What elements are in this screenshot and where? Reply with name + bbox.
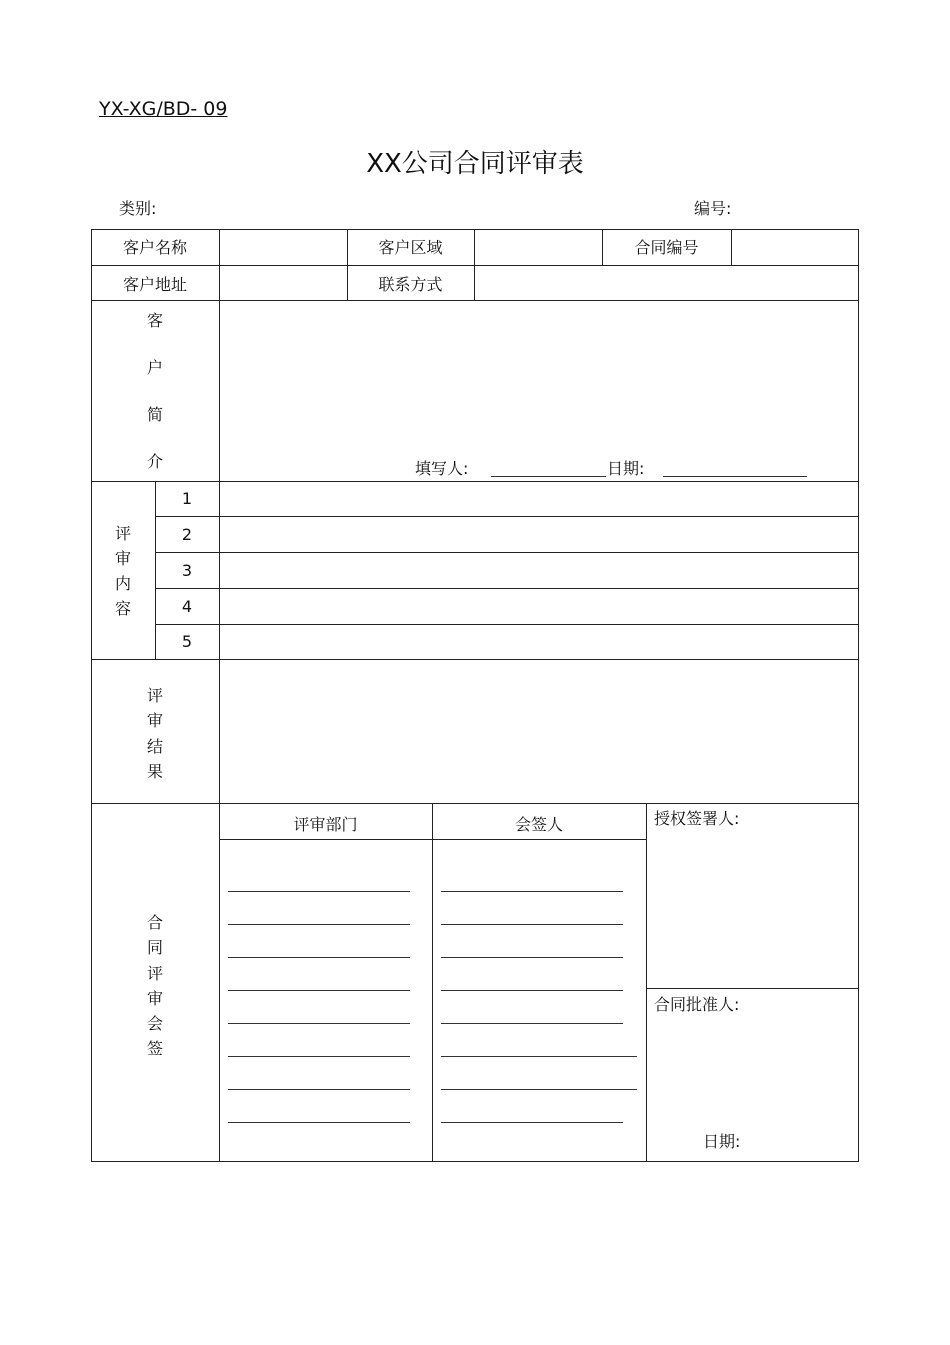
department-signature-line[interactable] [228,1089,410,1090]
authorized-signer-label: 授权签署人: [654,809,740,828]
intro-label-char: 户 [146,358,163,377]
department-signature-line[interactable] [228,1056,410,1057]
review-item-number: 3 [181,561,193,580]
filler-signature-line[interactable] [491,476,606,477]
customer-address-label: 客户地址 [122,275,187,294]
review-item-number: 1 [181,489,193,508]
contact-label: 联系方式 [378,275,443,294]
form-code: YX-XG/BD- 09 [99,98,228,120]
signoff-label-char: 审 [146,989,163,1008]
intro-label-char: 介 [146,452,163,471]
number-label: 编号: [694,199,732,218]
page-title: XX公司合同评审表 [366,149,584,179]
review-label-char: 审 [114,549,131,568]
grid-line [858,229,859,1162]
filler-label: 填写人: [415,459,469,478]
intro-label-char: 简 [146,405,163,424]
department-signature-line[interactable] [228,1122,410,1123]
co-signer-signature-line[interactable] [441,924,623,925]
review-item-number: 2 [181,525,193,544]
customer-region-label: 客户区域 [378,238,443,257]
co-signer-signature-line[interactable] [441,1056,637,1057]
co-signer-signature-line[interactable] [441,957,623,958]
grid-line [155,516,859,517]
review-department-header: 评审部门 [293,815,358,834]
co-signer-signature-line[interactable] [441,1122,623,1123]
contract-approver-label: 合同批准人: [654,995,740,1014]
result-label-char: 审 [146,711,163,730]
department-signature-line[interactable] [228,891,410,892]
signoff-date-label: 日期: [703,1132,741,1151]
grid-line [91,265,859,266]
result-label-char: 果 [146,762,163,781]
grid-line [91,481,859,482]
grid-line [155,624,859,625]
grid-line [91,300,859,301]
result-label-char: 结 [146,737,163,756]
grid-line [155,552,859,553]
grid-line [91,1161,859,1162]
grid-line [731,229,732,266]
signoff-label-char: 会 [146,1014,163,1033]
department-signature-line[interactable] [228,957,410,958]
review-item-number: 5 [181,632,193,651]
signoff-label-char: 评 [146,964,163,983]
grid-line [646,988,859,989]
grid-line [91,659,859,660]
signoff-label-char: 合 [146,913,163,932]
customer-name-label: 客户名称 [122,238,187,257]
department-signature-line[interactable] [228,990,410,991]
intro-date-line[interactable] [663,476,807,477]
grid-line [91,803,859,804]
grid-line [646,803,647,1162]
result-label-char: 评 [146,686,163,705]
category-label: 类别: [119,199,157,218]
grid-line [155,588,859,589]
department-signature-line[interactable] [228,1023,410,1024]
grid-line [474,229,475,301]
co-signer-signature-line[interactable] [441,891,623,892]
review-label-char: 内 [114,574,131,593]
grid-line [432,803,433,1162]
intro-label-char: 客 [146,311,163,330]
co-signer-signature-line[interactable] [441,1023,623,1024]
co-signer-header: 会签人 [514,815,563,834]
co-signer-signature-line[interactable] [441,1089,637,1090]
signoff-label-char: 签 [146,1039,163,1058]
review-label-char: 容 [114,599,131,618]
review-item-number: 4 [181,597,193,616]
review-label-char: 评 [114,524,131,543]
department-signature-line[interactable] [228,924,410,925]
co-signer-signature-line[interactable] [441,990,623,991]
grid-line [91,229,859,230]
signoff-label-char: 同 [146,938,163,957]
intro-date-label: 日期: [607,459,645,478]
contract-number-label: 合同编号 [634,238,699,257]
grid-line [219,229,220,1162]
